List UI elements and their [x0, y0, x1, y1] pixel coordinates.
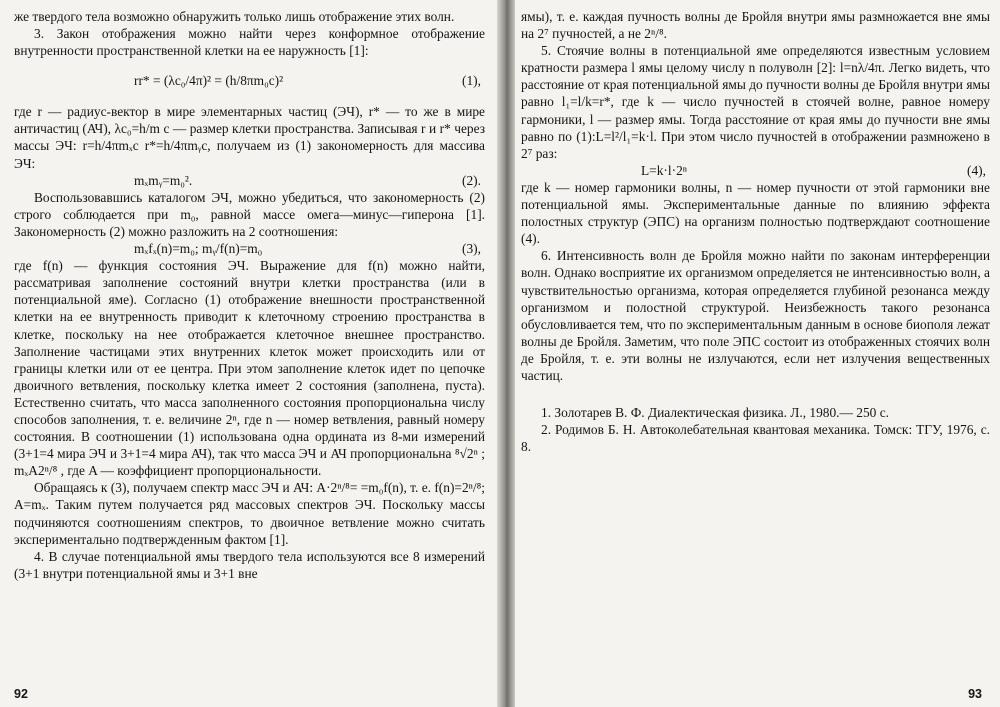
right-page: [515, 0, 1000, 707]
equation-formula: mₓfₓ(n)=m₀; mᵧ/f(n)=m₀: [134, 241, 263, 257]
equation: [14, 59, 485, 103]
paragraph: 5. Стоячие волны в потенциальной яме определяются известным условием кратности размера l ямы целому числу n полуволн [2]: l=nλ/4π. Легко видеть, что расстояние от края потенциальной ямы до пучности волны де Бройля внутри ямы равно l₁=l/k=r*, где k — число пучностей в стоячей волне, равное номеру гармоники, l — размер ямы. Тогда расстояние от края ямы до пучности вне ямы равно по (1):L=l²/l₁=k·l. При этом число пучностей в отображении размножено в 2⁷ раз:: [521, 43, 990, 161]
paragraph: 6. Интенсивность волн де Бройля можно найти по законам интерференции волн. Однако восприятие их организмом определяется не интенсивностью волн, а чувствительностью организма, которая определяется глубиной резонанса между организмом и полостной структурой. Неизбежность такого резонанса обусловливается тем, что по экспериментальным данным в основе биополя лежат волны де Бройля. Заметим, что поле ЭПС состоит из отображенных стоячих волн де Бройля, т. е. эти волны не излучаются, если нет излучения вещественных частиц.: [521, 248, 990, 383]
reference-item: 1. Золотарев В. Ф. Диалектическая физика. Л., 1980.— 250 с.: [541, 405, 889, 421]
equation-number: (3),: [462, 241, 481, 257]
paragraph: ямы), т. е. каждая пучность волны де Бройля внутри ямы размножается вне ямы на 2⁷ пучностей, а не 2ⁿ/⁸.: [521, 9, 990, 42]
paragraph: где f(n) — функция состояния ЭЧ. Выражение для f(n) можно найти, рассматривая заполнение состояний внутри клетки пространства (или в потенциальной яме). Согласно (1) отображение внешности пространственной клетки на ее внутренность приводит к клеточному строению пространства в клетке, поскольку на нее отображается клеточное внешнее пространство. Заполнение частицами этих внутренних клеток может происходить или от границы клетки или от ее центра. При этом заполнение клеток идет по цепочке двоичного ветвления, поскольку клетка имеет 2 состояния (заполнена, пуста). Естественно считать, что масса заполненного состояния пропорциональна числу способов заполнения, т. е. величине 2ⁿ, где n — номер ветвления, равный номеру состояния. В соотношении (1) использована одна ордината из 8-ми измерений (3+1=4 мира ЭЧ и 3+1=4 мира АЧ), так что масса ЭЧ и АЧ пропорциональна ⁸√2ⁿ ; mₓA2ⁿ/⁸ , где A — коэффициент пропорциональности.: [14, 258, 485, 479]
reference-item: 2. Родимов Б. Н. Автоколебательная квантовая механика. Томск: ТГУ, 1976, с. 8.: [521, 422, 990, 455]
equation: [521, 162, 990, 179]
equation: [14, 172, 485, 189]
equation-number: (4),: [967, 162, 986, 178]
equation-number: (1),: [462, 73, 481, 89]
references-list: [521, 404, 990, 455]
paragraph: 4. В случае потенциальной ямы твердого тела используются все 8 измерений (3+1 внутри потенциальной ямы и 3+1 вне: [14, 548, 485, 581]
left-page: [0, 0, 497, 707]
left-page-text: [14, 8, 485, 582]
paragraph: где r — радиус-вектор в мире элементарных частиц (ЭЧ), r* — то же в мире античастиц (АЧ), λc₀=h/m c — размер клетки пространства. Записывая r и r* через массы ЭЧ: r=h/4πmₓc r*=h/4πmᵧc, получаем из (1) закономерность для массива ЭЧ:: [14, 104, 485, 171]
paragraph: Обращаясь к (3), получаем спектр масс ЭЧ и АЧ: A·2ⁿ/⁸= =m₀f(n), т. е. f(n)=2ⁿ/⁸; A=mₓ. Таким путем получается ряд массовых спектров ЭЧ. Поскольку массы подчиняются соотношениям спектров, то двоичное ветвление можно считать экспериментально подтвержденным фактом [1].: [14, 480, 485, 547]
right-page-text: [521, 8, 990, 384]
paragraph: Воспользовавшись каталогом ЭЧ, можно убедиться, что закономерность (2) строго соблюдается при m₀, равной массе омега—минус—гиперона [1]. Закономерность (2) можно разложить на 2 соотношения:: [14, 189, 485, 239]
equation-number: (2).: [462, 172, 481, 188]
book-gutter: [497, 0, 515, 707]
paragraph: же твердого тела возможно обнаружить только лишь отображение этих волн.: [14, 9, 455, 24]
equation-formula: rr* = (λc₀/4π)² = (h/8πm₀c)²: [134, 73, 284, 89]
right-page-number: 93: [968, 687, 982, 701]
paragraph: 3. Закон отображения можно найти через конформное отображение внутренности пространственной клетки на ее наружность [1]:: [14, 26, 485, 59]
equation-formula: L=k·l·2ⁿ: [641, 162, 687, 178]
paragraph: где k — номер гармоники волны, n — номер пучности от этой гармоники вне потенциальной ямы. Экспериментальные данные по влиянию эффекта полостных структур (ЭПС) на организм полностью подтверждают соотношение (4).: [521, 179, 990, 247]
equation-formula: mₓmᵧ=m₀².: [134, 172, 193, 188]
left-page-number: 92: [14, 687, 28, 701]
equation: [14, 240, 485, 257]
